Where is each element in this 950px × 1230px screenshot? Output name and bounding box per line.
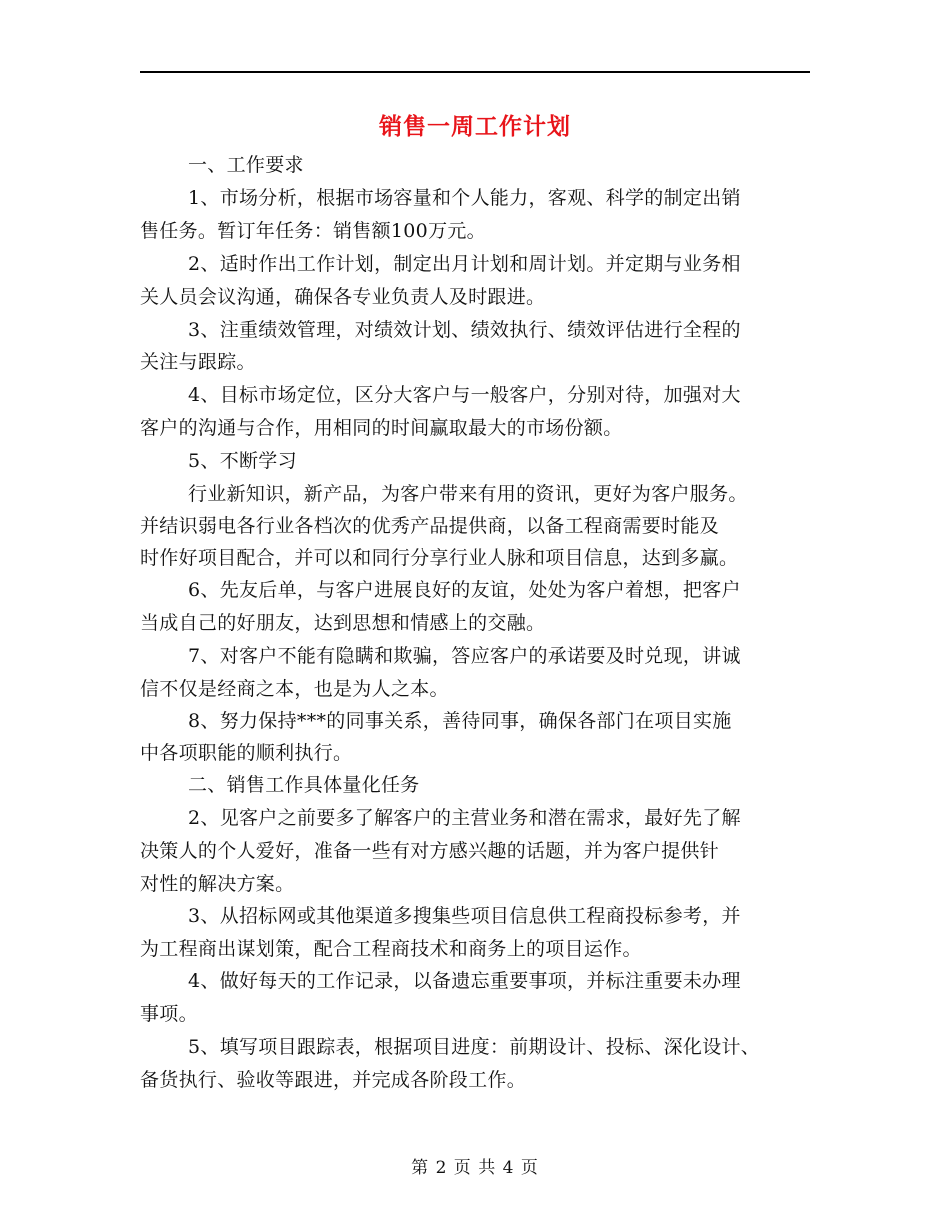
text-line: 事项。	[140, 1003, 198, 1025]
text-line: 时作好项目配合，并可以和同行分享行业人脉和项目信息，达到多赢。	[140, 547, 739, 569]
text-line: 信不仅是经商之本，也是为人之本。	[140, 678, 449, 700]
text-line: 5、不断学习	[188, 450, 297, 472]
text-line: 2、见客户之前要多了解客户的主营业务和潜在需求，最好先了解	[188, 807, 741, 829]
text-line: 行业新知识，新产品，为客户带来有用的资讯，更好为客户服务。	[188, 483, 748, 505]
header-rule	[140, 71, 810, 73]
text-line: 1、市场分析，根据市场容量和个人能力，客观、科学的制定出销	[188, 187, 741, 209]
text-line: 备货执行、验收等跟进，并完成各阶段工作。	[140, 1069, 527, 1091]
text-line: 7、对客户不能有隐瞒和欺骗，答应客户的承诺要及时兑现，讲诚	[188, 645, 741, 667]
text-line: 关注与跟踪。	[140, 351, 256, 373]
text-line: 4、目标市场定位，区分大客户与一般客户，分别对待，加强对大	[188, 384, 741, 406]
text-line: 当成自己的好朋友，达到思想和情感上的交融。	[140, 612, 546, 634]
text-line: 3、从招标网或其他渠道多搜集些项目信息供工程商投标参考，并	[188, 905, 741, 927]
text-line: 客户的沟通与合作，用相同的时间赢取最大的市场份额。	[140, 417, 623, 439]
text-line: 为工程商出谋划策，配合工程商技术和商务上的项目运作。	[140, 938, 642, 960]
document-title: 销售一周工作计划	[379, 114, 571, 140]
text-line: 对性的解决方案。	[140, 873, 295, 895]
text-line: 6、先友后单，与客户进展良好的友谊，处处为客户着想，把客户	[188, 579, 741, 601]
text-line: 5、填写项目跟踪表，根据项目进度：前期设计、投标、深化设计、	[188, 1036, 761, 1058]
text-line: 8、努力保持***的同事关系，善待同事，确保各部门在项目实施	[188, 710, 732, 732]
text-line: 决策人的个人爱好，准备一些有对方感兴趣的话题，并为客户提供针	[140, 840, 720, 862]
text-line: 售任务。暂订年任务：销售额100万元。	[140, 220, 486, 242]
text-line: 二、销售工作具体量化任务	[188, 774, 420, 796]
text-line: 关人员会议沟通，确保各专业负责人及时跟进。	[140, 286, 546, 308]
text-line: 中各项职能的顺利执行。	[140, 742, 353, 764]
text-line: 一、工作要求	[188, 154, 304, 176]
text-line: 并结识弱电各行业各档次的优秀产品提供商，以备工程商需要时能及	[140, 515, 720, 537]
page-number-footer: 第 2 页 共 4 页	[411, 1158, 539, 1178]
text-line: 3、注重绩效管理，对绩效计划、绩效执行、绩效评估进行全程的	[188, 319, 741, 341]
text-line: 2、适时作出工作计划，制定出月计划和周计划。并定期与业务相	[188, 253, 741, 275]
text-line: 4、做好每天的工作记录，以备遗忘重要事项，并标注重要未办理	[188, 970, 741, 992]
